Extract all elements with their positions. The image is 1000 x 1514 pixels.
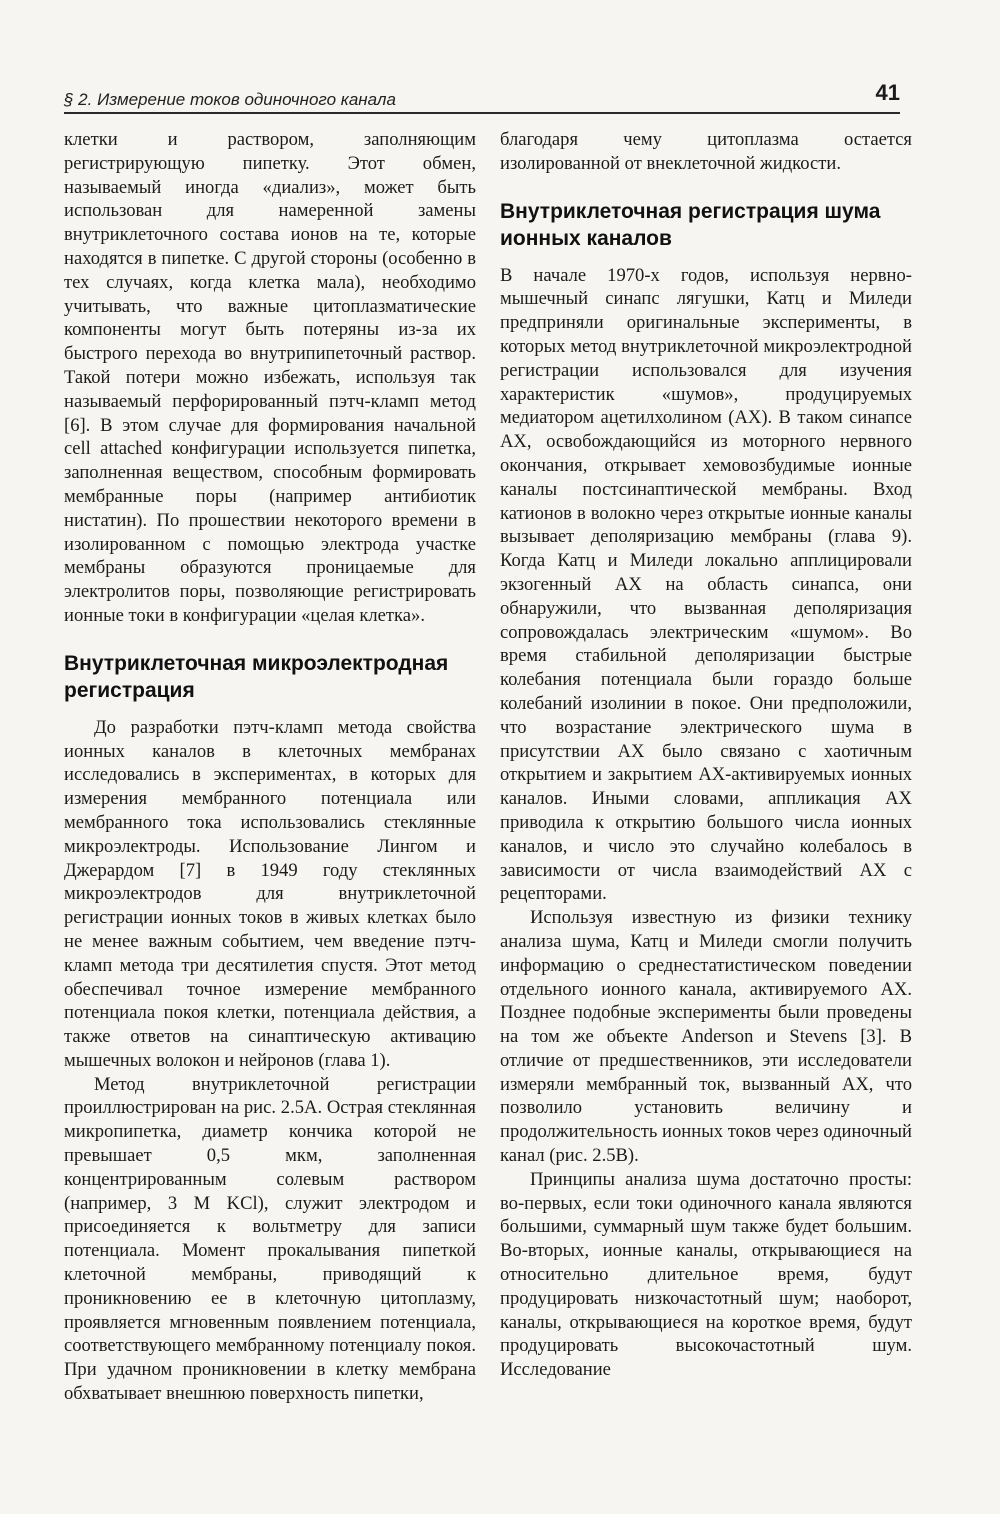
right-column [500, 128, 912, 1382]
header-rule [64, 112, 900, 114]
running-header-title: § 2. Измерение токов одиночного канала [64, 90, 396, 109]
left-paragraph-3: Метод внутриклеточной регистрации проиллюстрирован на рис. 2.5А. Острая стеклянная микропипетка, диаметр кончика которой не превышает 0,5 мкм, заполненная концентрированным солевым раствором (например, 3 M KCl), служит электродом и присоединяется к вольтметру для записи потенциала. Момент прокалывания пипеткой клеточной мембраны, приводящий к проникновению ее в клеточную цитоплазму, проявляется мгновенным появлением потенциала, соответствующего мембранному потенциалу покоя. При удачном проникновении в клетку мембрана обхватывает внешнюю поверхность пипетки, [64, 1073, 476, 1405]
running-header [64, 78, 900, 114]
left-paragraph-1: клетки и раствором, заполняющим регистрирующую пипетку. Этот обмен, называемый иногда «диализ», может быть использован для намеренной замены внутриклеточного состава ионов на те, которые находятся в пипетке. С другой стороны (особенно в тех случаях, когда клетка мала), необходимо учитывать, что важные цитоплазматические компоненты могут быть потеряны из-за их быстрого перехода во внутрипипеточный раствор. Такой потери можно избежать, используя так называемый перфорированный пэтч-кламп метод [6]. В этом случае для формирования начальной cell attached конфигурации используется пипетка, заполненная веществом, способным формировать мембранные поры (например антибиотик нистатин). По прошествии некоторого времени в изолированном с помощью электрода участке мембраны образуются проницаемые для электролитов поры, позволяющие регистрировать ионные токи в конфигурации «целая клетка». [64, 129, 476, 626]
right-paragraph-4: Принципы анализа шума достаточно просты: во-первых, если токи одиночного канала являются большими, суммарный шум также будет большим. Во-вторых, ионные каналы, открывающиеся на относительно длительное время, будут продуцировать низкочастотный шум; наоборот, каналы, открывающиеся на короткое время, будут продуцировать высокочастотный шум. Исследование [500, 1168, 912, 1381]
right-paragraph-2: В начале 1970-х годов, используя нервно-мышечный синапс лягушки, Катц и Миледи предприняли оригинальные эксперименты, в которых метод внутриклеточной микроэлектродной регистрации использовался для изучения характеристик «шумов», продуцируемых медиатором ацетилхолином (АХ). В таком синапсе АХ, освобождающийся из моторного нервного окончания, открывает хемовозбудимые ионные каналы постсинаптической мембраны. Вход катионов в волокно через открытые ионные каналы вызывает деполяризацию мембраны (глава 9). Когда Катц и Миледи локально апплицировали экзогенный АХ на область синапса, они обнаружили, что вызванная деполяризация сопровождалась электрическим «шумом». Во время стабильной деполяризации быстрые колебания потенциала были гораздо больше колебаний изолинии в покое. Они предположили, что возрастание электрического шума в присутствии АХ было связано с хаотичным открытием и закрытием АХ-активируемых ионных каналов. Иными словами, аппликация АХ приводила к открытию большого числа ионных каналов, и число это случайно колебалось в зависимости от числа взаимодействий АХ с рецепторами. [500, 264, 912, 905]
right-paragraph-3: Используя известную из физики технику анализа шума, Катц и Миледи смогли получить информацию о среднестатистическом поведении отдельного ионного канала, активируемого АХ. Позднее подобные эксперименты были проведены на том же объекте Anderson и Stevens [3]. В отличие от предшественников, эти исследователи измеряли мембранный ток, вызванный АХ, что позволило установить величину и продолжительность ионных токов через одиночный канал (рис. 2.5В). [500, 907, 912, 1167]
left-column [64, 128, 476, 1406]
page-number: 41 [875, 80, 900, 105]
left-paragraph-2: До разработки пэтч-кламп метода свойства ионных каналов в клеточных мембранах исследовались в экспериментах, в которых для измерения мембранного потенциала или мембранного тока использовались стеклянные микроэлектроды. Использование Лингом и Джерардом [7] в 1949 году стеклянных микроэлектродов для внутриклеточной регистрации ионных токов в живых клетках было не менее важным событием, чем введение пэтч-кламп метода три десятилетия спустя. Этот метод обеспечивал точное измерение мембранного потенциала покоя клетки, потенциала действия, а также ответов на синаптическую активацию мышечных волокон и нейронов (глава 1). [64, 716, 476, 1071]
section-heading-intracellular-microelectrode: Внутриклеточная микроэлектродная регистрация [64, 651, 449, 702]
right-paragraph-1: благодаря чему цитоплазма остается изолированной от внеклеточной жидкости. [500, 129, 912, 174]
section-heading-channel-noise: Внутриклеточная регистрация шума ионных каналов [500, 199, 881, 250]
